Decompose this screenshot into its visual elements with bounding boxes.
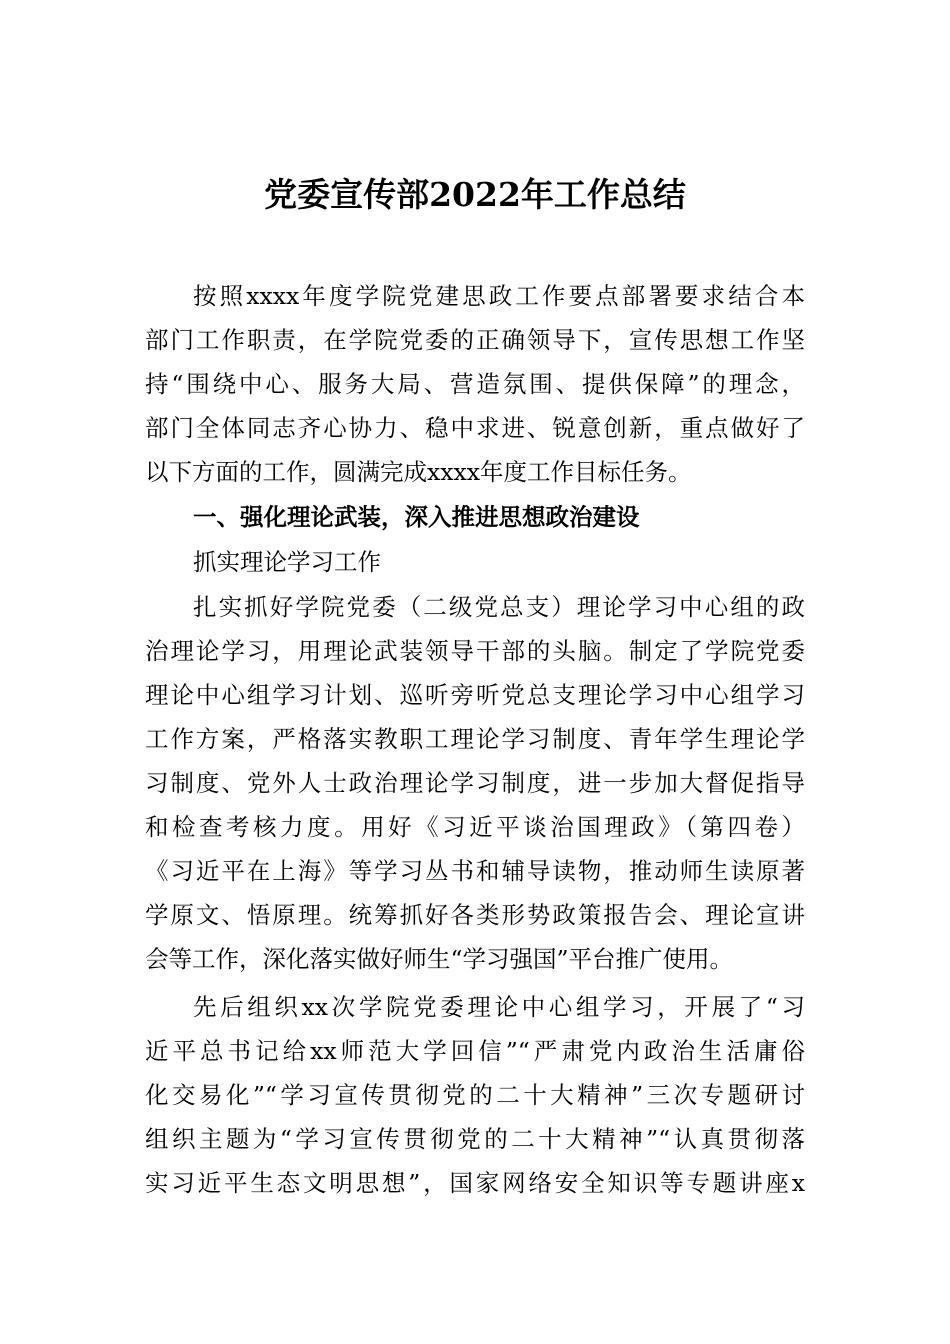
body-line: 习制度、党外人士政治理论学习制度，进一步加大督促指导 [145,769,805,797]
body-line: 组织主题为“学习宣传贯彻党的二十大精神”“认真贯彻落 [145,1125,805,1153]
body-line: 学原文、悟原理。统筹抓好各类形势政策报告会、理论宣讲 [145,901,805,929]
body-line: 和检查考核力度。用好《习近平谈治国理政》（第四卷） [145,813,805,841]
intro-line: 按照xxxx年度学院党建思政工作要点部署要求结合本 [193,282,805,310]
body-line: 工作方案，严格落实教职工理论学习制度、青年学生理论学 [145,725,805,753]
intro-line: 持“围绕中心、服务大局、营造氛围、提供保障”的理念， [145,370,805,398]
section-subheading: 抓实理论学习工作 [193,548,381,576]
body-line: 治理论学习，用理论武装领导干部的头脑。制定了学院党委 [145,637,805,665]
body-line: 会等工作，深化落实做好师生“学习强国”平台推广使用。 [145,945,734,973]
body-line: 近平总书记给xx师范大学回信”“严肃党内政治生活庸俗 [145,1037,805,1065]
body-line: 实习近平生态文明思想”，国家网络安全知识等专题讲座x [145,1169,805,1197]
intro-line: 部门工作职责，在学院党委的正确领导下，宣传思想工作坚 [145,326,805,354]
intro-line: 以下方面的工作，圆满完成xxxx年度工作目标任务。 [145,458,692,486]
body-line: 化交易化”“学习宣传贯彻党的二十大精神”三次专题研讨 [145,1081,805,1109]
body-line: 先后组织xx次学院党委理论中心组学习，开展了“习 [193,993,805,1021]
body-line: 理论中心组学习计划、巡听旁听党总支理论学习中心组学习 [145,681,805,709]
document-title: 党委宣传部2022年工作总结 [264,175,686,214]
body-line: 扎实抓好学院党委（二级党总支）理论学习中心组的政 [193,593,805,621]
intro-line: 部门全体同志齐心协力、稳中求进、锐意创新，重点做好了 [145,414,805,442]
body-line: 《习近平在上海》等学习丛书和辅导读物，推动师生读原著 [145,857,805,885]
section-heading: 一、强化理论武装，深入推进思想政治建设 [193,503,640,531]
